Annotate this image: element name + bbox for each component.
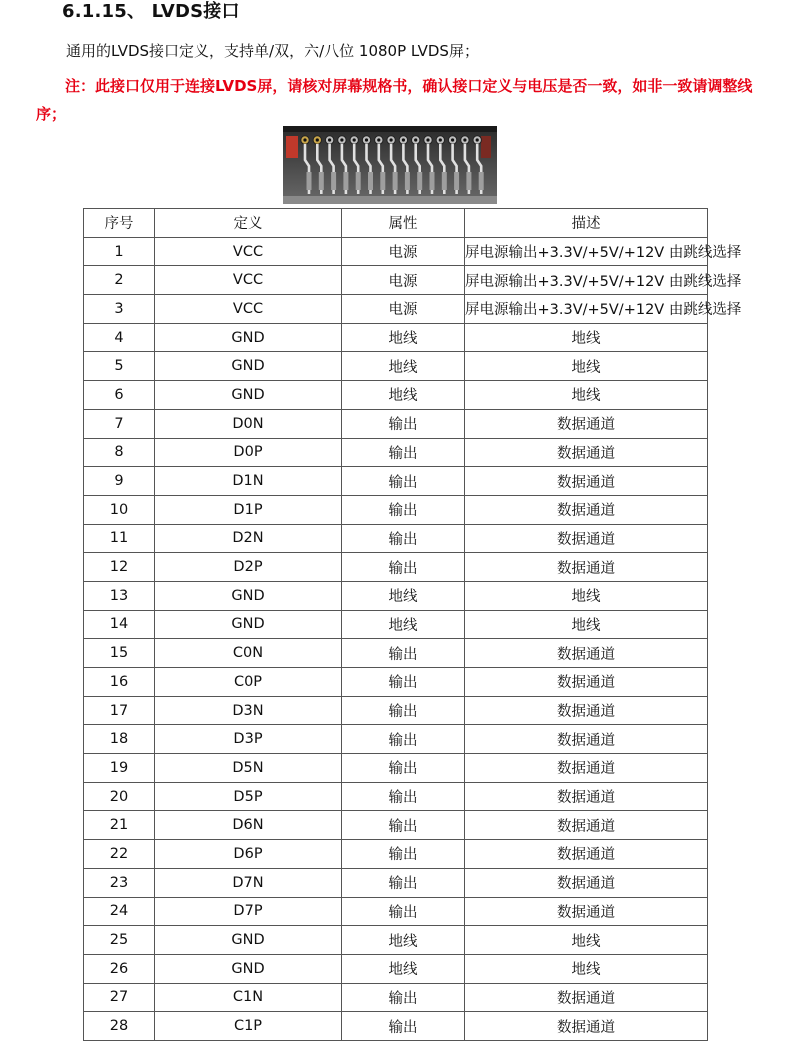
connector-sleeve xyxy=(331,172,336,190)
pin-attribute: 输出 xyxy=(342,495,465,524)
pin-description: 数据通道 xyxy=(465,811,708,840)
pin-number: 16 xyxy=(84,668,155,697)
table-row xyxy=(84,610,708,639)
pin-number: 5 xyxy=(84,352,155,381)
warning-note: 注：此接口仅用于连接LVDS屏，请核对屏幕规格书，确认接口定义与电压是否一致，如非一致请调整线序； xyxy=(36,77,753,123)
connector-sleeve xyxy=(343,172,348,190)
pin-description: 地线 xyxy=(465,352,708,381)
pin-number: 20 xyxy=(84,782,155,811)
pin-description: 地线 xyxy=(465,381,708,410)
connector-pin-hole xyxy=(402,138,405,141)
pin-definition: D7N xyxy=(155,868,342,897)
table-row xyxy=(84,237,708,266)
pin-attribute: 地线 xyxy=(342,323,465,352)
table-row xyxy=(84,668,708,697)
pin-attribute: 输出 xyxy=(342,811,465,840)
table-row xyxy=(84,1012,708,1041)
pin-definition: D2P xyxy=(155,553,342,582)
pin-attribute: 输出 xyxy=(342,725,465,754)
pin-attribute: 输出 xyxy=(342,467,465,496)
pin-description: 数据通道 xyxy=(465,639,708,668)
pin-attribute: 地线 xyxy=(342,352,465,381)
pin-description: 屏电源输出+3.3V/+5V/+12V 由跳线选择 xyxy=(465,237,708,266)
pin-description: 屏电源输出+3.3V/+5V/+12V 由跳线选择 xyxy=(465,266,708,295)
pin-attribute: 输出 xyxy=(342,553,465,582)
pin-definition: GND xyxy=(155,954,342,983)
pin-description: 数据通道 xyxy=(465,1012,708,1041)
pin-attribute: 输出 xyxy=(342,897,465,926)
pin-number: 18 xyxy=(84,725,155,754)
connector-sleeve xyxy=(466,172,471,190)
table-row xyxy=(84,553,708,582)
connector-pin-hole xyxy=(463,138,466,141)
pin-description: 地线 xyxy=(465,610,708,639)
pin-attribute: 输出 xyxy=(342,868,465,897)
pin-definition-table xyxy=(83,208,742,1041)
pin-number: 9 xyxy=(84,467,155,496)
pin-number: 27 xyxy=(84,983,155,1012)
header-attribute: 属性 xyxy=(342,209,465,238)
pin-definition: GND xyxy=(155,610,342,639)
pin-attribute: 输出 xyxy=(342,840,465,869)
pin-definition: GND xyxy=(155,352,342,381)
pin-description: 地线 xyxy=(465,323,708,352)
section-heading: 6.1.15、 LVDS接口 xyxy=(62,1,240,22)
pin-attribute: 输出 xyxy=(342,983,465,1012)
pin-description: 数据通道 xyxy=(465,409,708,438)
pin-description: 地线 xyxy=(465,926,708,955)
pin-description: 数据通道 xyxy=(465,524,708,553)
pin-number: 24 xyxy=(84,897,155,926)
table-row xyxy=(84,467,708,496)
table-row xyxy=(84,266,708,295)
pin-attribute: 电源 xyxy=(342,266,465,295)
pin-description: 数据通道 xyxy=(465,725,708,754)
pin-attribute: 输出 xyxy=(342,639,465,668)
pin-attribute: 输出 xyxy=(342,524,465,553)
pin-attribute: 输出 xyxy=(342,668,465,697)
table-row xyxy=(84,954,708,983)
table-row xyxy=(84,926,708,955)
pin-attribute: 输出 xyxy=(342,1012,465,1041)
connector-sleeve xyxy=(319,172,324,190)
connector-sleeve xyxy=(417,172,422,190)
pin-description: 地线 xyxy=(465,581,708,610)
pin-description: 屏电源输出+3.3V/+5V/+12V 由跳线选择 xyxy=(465,295,708,324)
connector-pin-hole xyxy=(439,138,442,141)
pin-description: 数据通道 xyxy=(465,782,708,811)
pin-number: 10 xyxy=(84,495,155,524)
pin-number: 15 xyxy=(84,639,155,668)
connector-sleeve xyxy=(393,172,398,190)
connector-pin-hole xyxy=(353,138,356,141)
pin-definition: D5N xyxy=(155,754,342,783)
pin-description: 数据通道 xyxy=(465,438,708,467)
connector-sleeve xyxy=(405,172,410,190)
pin-definition: D0N xyxy=(155,409,342,438)
pin-number: 22 xyxy=(84,840,155,869)
pin-description: 数据通道 xyxy=(465,696,708,725)
header-index: 序号 xyxy=(84,209,155,238)
table-row xyxy=(84,295,708,324)
header-description: 描述 xyxy=(465,209,708,238)
table-row xyxy=(84,811,708,840)
table-row xyxy=(84,868,708,897)
pin-definition: VCC xyxy=(155,266,342,295)
pin-number: 4 xyxy=(84,323,155,352)
pin-attribute: 输出 xyxy=(342,438,465,467)
pin-number: 7 xyxy=(84,409,155,438)
table-row xyxy=(84,696,708,725)
pin-description: 数据通道 xyxy=(465,983,708,1012)
table-row xyxy=(84,581,708,610)
pin-number: 2 xyxy=(84,266,155,295)
pin-number: 25 xyxy=(84,926,155,955)
connector-pin-hole xyxy=(328,138,331,141)
table-row xyxy=(84,438,708,467)
connector-pin-hole xyxy=(476,138,479,141)
pin-number: 1 xyxy=(84,237,155,266)
pin-definition: D1P xyxy=(155,495,342,524)
pin-definition: C0P xyxy=(155,668,342,697)
connector-pin-hole xyxy=(426,138,429,141)
pin-description: 数据通道 xyxy=(465,840,708,869)
connector-sleeve xyxy=(479,172,484,190)
connector-sleeve xyxy=(368,172,373,190)
header-definition: 定义 xyxy=(155,209,342,238)
pin-number: 11 xyxy=(84,524,155,553)
table-row xyxy=(84,495,708,524)
pin-number: 26 xyxy=(84,954,155,983)
table-row xyxy=(84,381,708,410)
pin-definition: D1N xyxy=(155,467,342,496)
connector-pin-hole xyxy=(365,138,368,141)
pin-number: 12 xyxy=(84,553,155,582)
pin-definition: C0N xyxy=(155,639,342,668)
pin-definition: D3P xyxy=(155,725,342,754)
pin-number: 28 xyxy=(84,1012,155,1041)
pin-definition: D7P xyxy=(155,897,342,926)
pin-definition: C1P xyxy=(155,1012,342,1041)
connector-pin-hole xyxy=(451,138,454,141)
pin-description: 数据通道 xyxy=(465,868,708,897)
connector-sleeve xyxy=(430,172,435,190)
connector-sleeve xyxy=(454,172,459,190)
pin-number: 19 xyxy=(84,754,155,783)
pin-number: 17 xyxy=(84,696,155,725)
pin-attribute: 输出 xyxy=(342,696,465,725)
lvds-connector-photo xyxy=(283,126,497,204)
pin-description: 数据通道 xyxy=(465,897,708,926)
table-row xyxy=(84,639,708,668)
pin-definition: D2N xyxy=(155,524,342,553)
connector-pin-hole xyxy=(377,138,380,141)
pin-number: 14 xyxy=(84,610,155,639)
connector-pin-hole xyxy=(316,138,319,141)
pin-attribute: 电源 xyxy=(342,295,465,324)
table-row xyxy=(84,409,708,438)
pin-definition: GND xyxy=(155,926,342,955)
pin-definition: C1N xyxy=(155,983,342,1012)
pin-definition: VCC xyxy=(155,295,342,324)
connector-sleeve xyxy=(356,172,361,190)
pin-description: 数据通道 xyxy=(465,495,708,524)
pin-attribute: 地线 xyxy=(342,926,465,955)
pin-definition: VCC xyxy=(155,237,342,266)
table-row xyxy=(84,725,708,754)
pin-description: 地线 xyxy=(465,954,708,983)
pin-description: 数据通道 xyxy=(465,668,708,697)
pin-attribute: 地线 xyxy=(342,610,465,639)
pin-number: 8 xyxy=(84,438,155,467)
pin-attribute: 输出 xyxy=(342,782,465,811)
pin-attribute: 输出 xyxy=(342,409,465,438)
table-row xyxy=(84,983,708,1012)
pin-definition: D5P xyxy=(155,782,342,811)
pin-definition: GND xyxy=(155,381,342,410)
connector-sleeve xyxy=(442,172,447,190)
pin-attribute: 电源 xyxy=(342,237,465,266)
pin-number: 3 xyxy=(84,295,155,324)
table-row xyxy=(84,524,708,553)
pin-number: 23 xyxy=(84,868,155,897)
pin-attribute: 地线 xyxy=(342,581,465,610)
table-header-row xyxy=(84,209,708,238)
pin-definition: D6N xyxy=(155,811,342,840)
table-row xyxy=(84,840,708,869)
pin-number: 6 xyxy=(84,381,155,410)
pin-definition: GND xyxy=(155,581,342,610)
connector-pin-hole xyxy=(414,138,417,141)
intro-text: 通用的LVDS接口定义，支持单/双，六/八位 1080P LVDS屏； xyxy=(66,42,479,60)
connector-sleeve xyxy=(380,172,385,190)
pin-attribute: 地线 xyxy=(342,381,465,410)
connector-pin-hole xyxy=(303,138,306,141)
connector-pin-hole xyxy=(390,138,393,141)
pin-description: 数据通道 xyxy=(465,553,708,582)
table-row xyxy=(84,754,708,783)
pin-number: 21 xyxy=(84,811,155,840)
connector-pin-hole xyxy=(340,138,343,141)
pin-description: 数据通道 xyxy=(465,754,708,783)
pin-definition: D3N xyxy=(155,696,342,725)
pin-definition: D0P xyxy=(155,438,342,467)
table-row xyxy=(84,323,708,352)
pin-definition: D6P xyxy=(155,840,342,869)
connector-sleeve xyxy=(307,172,312,190)
pin-attribute: 输出 xyxy=(342,754,465,783)
table-row xyxy=(84,352,708,381)
pin-number: 13 xyxy=(84,581,155,610)
table-row xyxy=(84,897,708,926)
pin-attribute: 地线 xyxy=(342,954,465,983)
pin-description: 数据通道 xyxy=(465,467,708,496)
table-row xyxy=(84,782,708,811)
pin-definition: GND xyxy=(155,323,342,352)
